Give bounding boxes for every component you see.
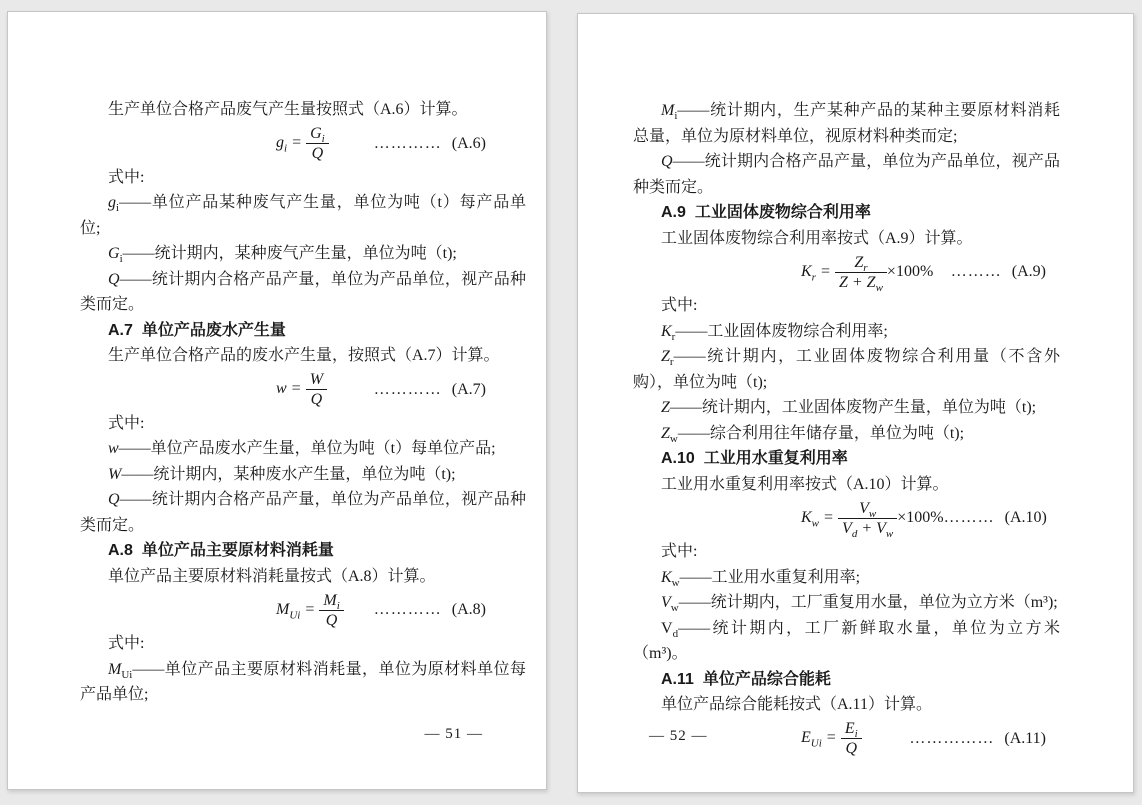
fraction-numerator [838, 499, 897, 519]
numerator-sub: r [863, 261, 868, 274]
clause-title: 工业用水重复利用率 [703, 450, 848, 467]
def-symbol: W [108, 465, 122, 483]
def-text: ——统计期内，某种废气产生量，单位为吨（t); [122, 245, 457, 262]
fraction-denominator [306, 390, 327, 409]
symbol-definition [633, 395, 1060, 421]
clause-number: A.7 [108, 321, 133, 339]
page-52-text-column [633, 98, 1060, 760]
percentage-factor: ×100% [897, 508, 944, 526]
paragraph: 工业用水重复利用率按式（A.10）计算。 [661, 475, 949, 493]
fraction-numerator [841, 719, 862, 739]
denominator-symbol: Z + Z [838, 273, 876, 291]
equation-lhs-sub: Ui [289, 608, 301, 621]
equation-number: (A.7) [451, 380, 486, 398]
fraction-numerator [835, 253, 887, 273]
equation-number: (A.8) [451, 601, 486, 619]
equation-expression [801, 253, 933, 292]
paragraph: 式中: [108, 168, 145, 186]
equation-a9 [633, 251, 1060, 293]
dot-leader: ………… [373, 601, 442, 619]
def-text: ——统计期内，工业固体废物产生量，单位为吨（t); [669, 399, 1037, 416]
paragraph: 式中: [661, 297, 698, 314]
dot-leader: ………… [373, 380, 442, 398]
equation-lhs: K [801, 508, 812, 526]
def-text: ——统计期内合格产品产量，单位为产品单位，视产品种类而定。 [80, 491, 526, 534]
paragraph: 单位产品综合能耗按式（A.11）计算。 [661, 696, 932, 713]
symbol-definition [633, 590, 1060, 616]
equals-sign: = [820, 262, 830, 280]
def-symbol: Q [108, 270, 120, 288]
symbol-definition [80, 436, 526, 462]
equation-lhs: K [801, 262, 812, 280]
equals-sign: = [292, 134, 302, 152]
def-symbol: V [661, 594, 671, 611]
paragraph: 式中: [108, 635, 145, 652]
numerator-sub: i [854, 728, 858, 741]
numerator-symbol: W [309, 371, 324, 388]
clause-number: A.10 [661, 450, 695, 467]
def-symbol: Z [661, 399, 670, 416]
fraction [835, 253, 887, 292]
equation-a7 [80, 369, 526, 411]
def-text: ——统计期内，工业固体废物综合利用量（不含外购），单位为吨（t); [633, 348, 1060, 391]
def-symbol-sub: w [669, 432, 678, 445]
def-text: ——单位产品废水产生量，单位为吨（t）每单位产品; [118, 440, 496, 457]
equation-lhs: E [801, 729, 811, 747]
fraction [319, 591, 343, 630]
equals-sign: = [826, 729, 836, 747]
dot-leader: ………… [373, 134, 442, 152]
denominator-symbol: Q [311, 145, 324, 162]
denominator-sub: w [875, 281, 883, 294]
def-text: ——统计期内，某种废水产生量，单位为吨（t); [121, 465, 456, 483]
def-symbol: M [108, 660, 122, 678]
fraction-denominator [841, 739, 862, 758]
fraction [841, 719, 862, 758]
denominator-symbol: Q [325, 611, 338, 629]
def-symbol: K [661, 568, 672, 586]
document-page-52 [577, 13, 1134, 793]
clause-title: 单位产品综合能耗 [702, 670, 831, 688]
numerator-symbol: G [310, 125, 322, 142]
percentage-factor: ×100% [886, 262, 934, 280]
fraction [306, 124, 329, 163]
fraction-denominator [835, 273, 887, 292]
def-symbol-sub: Ui [121, 668, 133, 681]
denominator-symbol-2: + V [857, 519, 886, 537]
def-symbol: Z [661, 348, 670, 365]
equation-lhs: w [276, 380, 287, 398]
fraction [838, 499, 897, 538]
clause-title: 单位产品废水产生量 [141, 321, 286, 339]
clause-title: 单位产品主要原材料消耗量 [141, 542, 334, 559]
symbol-definition [633, 319, 1060, 345]
numerator-symbol: Z [854, 253, 864, 271]
dot-leader: ……… [943, 509, 995, 527]
page-number-51: — 51 — [424, 726, 483, 742]
def-symbol-sub: r [671, 330, 676, 343]
symbol-definition [633, 421, 1060, 447]
paragraph: 生产单位合格产品废气产生量按照式（A.6）计算。 [108, 101, 468, 118]
def-symbol: Z [661, 424, 670, 442]
def-symbol-sub: w [671, 576, 680, 589]
equation-number: (A.10) [1004, 509, 1047, 527]
def-symbol: M [661, 102, 675, 119]
symbol-definition [80, 462, 526, 488]
numerator-symbol: E [844, 720, 855, 737]
def-text: ——统计期内合格产品产量，单位为产品单位，视产品种类而定。 [80, 270, 526, 313]
paragraph: 单位产品主要原材料消耗量按式（A.8）计算。 [108, 567, 436, 585]
page-number-52: — 52 — [649, 728, 708, 744]
fraction-denominator [306, 144, 329, 163]
def-text: ——统计期内合格产品产量，单位为产品单位，视产品种类而定。 [633, 153, 1060, 196]
equation-lhs-sub: r [811, 270, 816, 283]
denominator-symbol: V [842, 519, 852, 537]
def-text: ——统计期内，工厂重复用水量，单位为立方米（m³); [678, 594, 1058, 611]
symbol-definition [633, 616, 1060, 667]
paragraph: 式中: [661, 543, 698, 560]
def-text: ——统计期内，工厂新鲜取水量，单位为立方米（m³)。 [633, 619, 1060, 662]
def-symbol: V [661, 619, 673, 637]
def-text: ——单位产品某种废气产生量，单位为吨（t）每产品单位; [80, 194, 526, 237]
equation-expression [801, 719, 862, 758]
equation-number: (A.9) [1011, 263, 1046, 281]
clause-number: A.11 [661, 670, 694, 688]
equation-expression [276, 591, 344, 630]
clause-heading-a10 [633, 446, 1060, 472]
def-text: ——工业用水重复利用率; [679, 568, 861, 586]
equation-lhs-sub: i [284, 142, 288, 155]
paragraph: 生产单位合格产品的废水产生量，按照式（A.7）计算。 [108, 347, 500, 364]
clause-heading-a9 [633, 200, 1060, 226]
numerator-sub: w [868, 507, 877, 520]
symbol-definition [80, 487, 526, 538]
def-symbol-sub: r [669, 356, 674, 369]
equation-lhs-sub: Ui [810, 737, 822, 750]
symbol-definition [80, 190, 526, 241]
equation-lhs: g [276, 134, 284, 152]
numerator-sub: i [336, 599, 340, 612]
clause-number: A.8 [108, 542, 133, 559]
symbol-definition [633, 98, 1060, 149]
equation-number: (A.6) [451, 134, 486, 152]
def-text: ——统计期内，生产某种产品的某种主要原材料消耗总量，单位为原材料单位，视原材料种类而定; [633, 102, 1060, 145]
def-text: ——工业固体废物综合利用率; [675, 322, 888, 340]
equation-a10 [633, 497, 1060, 539]
def-symbol: Q [661, 153, 673, 170]
def-symbol-sub: i [119, 253, 123, 266]
fraction-numerator [306, 124, 329, 144]
def-symbol: K [661, 322, 672, 340]
def-symbol-sub: w [670, 602, 679, 615]
denominator-symbol: Q [845, 740, 858, 757]
symbol-definition [80, 657, 526, 708]
equation-number: (A.11) [1004, 729, 1046, 747]
equation-lhs-sub: w [811, 516, 820, 529]
equation-a6 [80, 123, 526, 165]
def-symbol-sub: i [674, 110, 678, 123]
def-text: ——综合利用往年储存量，单位为吨（t); [677, 424, 965, 442]
clause-number: A.9 [661, 204, 686, 221]
def-symbol-sub: i [116, 202, 120, 215]
fraction [306, 370, 327, 409]
def-text: ——单位产品主要原材料消耗量，单位为原材料单位每产品单位; [80, 660, 526, 703]
clause-heading-a11 [633, 667, 1060, 693]
denominator-symbol: Q [310, 391, 323, 408]
document-page-51 [7, 11, 547, 790]
fraction-numerator [306, 370, 327, 390]
symbol-definition [633, 149, 1060, 200]
symbol-definition [633, 565, 1060, 591]
equals-sign: = [824, 508, 834, 526]
equation-a8 [80, 589, 526, 631]
equals-sign: = [305, 600, 315, 618]
paragraph: 工业固体废物综合利用率按式（A.9）计算。 [661, 229, 973, 247]
fraction-denominator [838, 519, 897, 538]
denominator-sub-2: w [885, 527, 894, 540]
clause-title: 工业固体废物综合利用率 [694, 204, 871, 221]
page-51-text-column [80, 97, 526, 708]
equals-sign: = [291, 380, 301, 398]
clause-heading-a7 [80, 318, 526, 344]
fraction-numerator [319, 591, 343, 611]
def-symbol-sub: d [672, 627, 679, 640]
def-symbol: g [108, 194, 116, 211]
paragraph: 式中: [108, 414, 145, 432]
symbol-definition [80, 267, 526, 318]
equation-expression [276, 124, 329, 163]
def-symbol: Q [108, 491, 120, 508]
equation-expression [801, 499, 944, 538]
numerator-symbol: V [859, 499, 869, 517]
clause-heading-a8 [80, 538, 526, 564]
numerator-sub: i [321, 133, 325, 146]
dot-leader: …………… [909, 729, 995, 747]
equation-expression [276, 370, 327, 409]
equation-lhs: M [276, 600, 290, 618]
denominator-sub: d [851, 527, 858, 540]
numerator-symbol: M [323, 591, 337, 609]
fraction-denominator [319, 611, 343, 630]
symbol-definition [633, 344, 1060, 395]
dot-leader: ……… [950, 263, 1002, 281]
symbol-definition [80, 241, 526, 267]
def-symbol: G [108, 245, 120, 262]
def-symbol: w [108, 440, 119, 457]
